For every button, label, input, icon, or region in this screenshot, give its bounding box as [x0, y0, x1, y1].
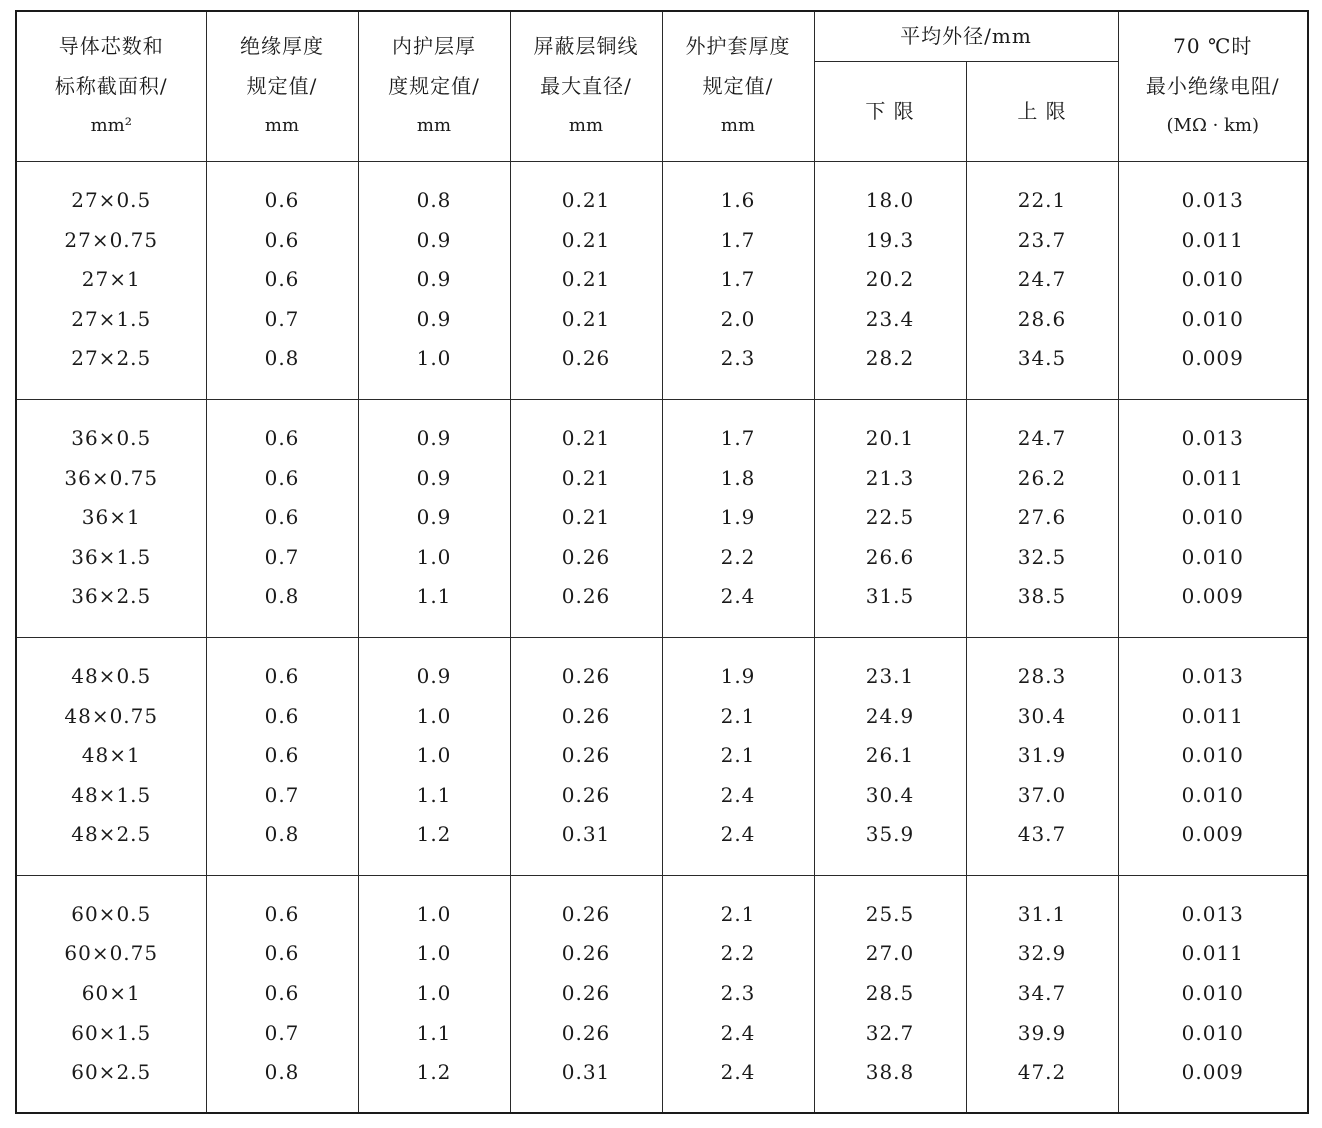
outer-sheath-thickness-value: 1.8 [720, 465, 756, 490]
insulation-thickness-value: 0.6 [264, 227, 300, 252]
inner-sheath-thickness-value: 1.0 [416, 743, 452, 768]
header-mean-outer-diameter: 平均外径/mm [814, 11, 1118, 61]
insulation-thickness-value: 0.6 [264, 901, 300, 926]
shield-wire-diameter-value: 0.31 [561, 822, 611, 847]
diameter-upper-limit-value: 34.5 [1017, 346, 1067, 371]
insulation-thickness-value: 0.6 [264, 743, 300, 768]
outer-sheath-thickness-value: 1.7 [720, 227, 756, 252]
outer-sheath-thickness-value: 2.4 [720, 1020, 756, 1045]
conductor-size-value: 36×0.5 [71, 426, 152, 451]
outer-sheath-thickness-value: 2.2 [720, 941, 756, 966]
diameter-upper-limit-value: 39.9 [1017, 1020, 1067, 1045]
cell-outer-sheath-thickness [662, 399, 814, 637]
insulation-thickness-value: 0.8 [264, 822, 300, 847]
conductor-size-value: 27×2.5 [71, 346, 152, 371]
cell-insulation-resistance [1118, 399, 1308, 637]
diameter-lower-limit-value: 27.0 [865, 941, 915, 966]
conductor-size-value: 60×0.5 [71, 901, 152, 926]
diameter-upper-limit-value: 28.6 [1017, 306, 1067, 331]
insulation-resistance-value: 0.010 [1181, 1020, 1244, 1045]
cell-conductor-size [16, 161, 206, 399]
inner-sheath-thickness-value: 0.8 [416, 188, 452, 213]
diameter-upper-limit-value: 30.4 [1017, 703, 1067, 728]
header-min-insulation-resistance: 70 ℃时 最小绝缘电阻/ (MΩ · km) [1118, 11, 1308, 161]
diameter-lower-limit-value: 20.2 [865, 267, 915, 292]
outer-sheath-thickness-value: 1.9 [720, 505, 756, 530]
insulation-thickness-value: 0.7 [264, 306, 300, 331]
inner-sheath-thickness-value: 1.0 [416, 544, 452, 569]
insulation-resistance-value: 0.011 [1181, 227, 1244, 252]
shield-wire-diameter-value: 0.26 [561, 941, 611, 966]
insulation-thickness-value: 0.6 [264, 664, 300, 689]
cell-shield-wire-diameter [510, 637, 662, 875]
insulation-thickness-value: 0.7 [264, 782, 300, 807]
diameter-upper-limit-value: 22.1 [1017, 188, 1067, 213]
inner-sheath-thickness-value: 0.9 [416, 664, 452, 689]
shield-wire-diameter-value: 0.21 [561, 267, 611, 292]
insulation-thickness-value: 0.6 [264, 980, 300, 1005]
cell-inner-sheath-thickness [358, 637, 510, 875]
conductor-size-value: 60×1 [81, 980, 141, 1005]
diameter-lower-limit-value: 19.3 [865, 227, 915, 252]
diameter-upper-limit-value: 23.7 [1017, 227, 1067, 252]
diameter-lower-limit-value: 23.1 [865, 664, 915, 689]
table-row-group [16, 161, 1308, 399]
cell-inner-sheath-thickness [358, 161, 510, 399]
cell-insulation-resistance [1118, 161, 1308, 399]
cell-diameter-lower-limit [814, 399, 966, 637]
diameter-lower-limit-value: 31.5 [865, 584, 915, 609]
cell-shield-wire-diameter [510, 161, 662, 399]
insulation-resistance-value: 0.011 [1181, 465, 1244, 490]
diameter-lower-limit-value: 21.3 [865, 465, 915, 490]
conductor-size-value: 48×1.5 [71, 782, 152, 807]
table-row-group [16, 875, 1308, 1113]
outer-sheath-thickness-value: 2.2 [720, 544, 756, 569]
conductor-size-value: 36×1 [81, 505, 141, 530]
outer-sheath-thickness-value: 1.9 [720, 664, 756, 689]
cable-spec-table [15, 10, 1309, 1114]
diameter-lower-limit-value: 28.2 [865, 346, 915, 371]
insulation-resistance-value: 0.010 [1181, 743, 1244, 768]
diameter-upper-limit-value: 26.2 [1017, 465, 1067, 490]
cell-insulation-resistance [1118, 637, 1308, 875]
cell-insulation-thickness [206, 399, 358, 637]
shield-wire-diameter-value: 0.21 [561, 306, 611, 331]
insulation-thickness-value: 0.6 [264, 703, 300, 728]
diameter-upper-limit-value: 31.1 [1017, 901, 1067, 926]
cell-conductor-size [16, 399, 206, 637]
inner-sheath-thickness-value: 1.2 [416, 822, 452, 847]
outer-sheath-thickness-value: 2.4 [720, 1060, 756, 1085]
diameter-upper-limit-value: 32.5 [1017, 544, 1067, 569]
conductor-size-value: 60×2.5 [71, 1060, 152, 1085]
shield-wire-diameter-value: 0.26 [561, 703, 611, 728]
diameter-lower-limit-value: 38.8 [865, 1060, 915, 1085]
cell-diameter-lower-limit [814, 875, 966, 1113]
shield-wire-diameter-value: 0.21 [561, 188, 611, 213]
shield-wire-diameter-value: 0.26 [561, 584, 611, 609]
cell-shield-wire-diameter [510, 399, 662, 637]
inner-sheath-thickness-value: 1.0 [416, 901, 452, 926]
insulation-resistance-value: 0.013 [1181, 188, 1244, 213]
diameter-lower-limit-value: 18.0 [865, 188, 915, 213]
header-conductor-size: 导体芯数和 标称截面积/ mm² [16, 11, 206, 161]
diameter-lower-limit-value: 32.7 [865, 1020, 915, 1045]
conductor-size-value: 27×0.5 [71, 188, 152, 213]
diameter-lower-limit-value: 25.5 [865, 901, 915, 926]
inner-sheath-thickness-value: 0.9 [416, 465, 452, 490]
inner-sheath-thickness-value: 1.1 [416, 584, 452, 609]
inner-sheath-thickness-value: 1.0 [416, 941, 452, 966]
diameter-upper-limit-value: 43.7 [1017, 822, 1067, 847]
table-row-group [16, 399, 1308, 637]
diameter-lower-limit-value: 30.4 [865, 782, 915, 807]
cell-outer-sheath-thickness [662, 875, 814, 1113]
outer-sheath-thickness-value: 2.1 [720, 901, 756, 926]
cell-diameter-upper-limit [966, 161, 1118, 399]
table-body [16, 161, 1308, 1113]
inner-sheath-thickness-value: 1.0 [416, 980, 452, 1005]
conductor-size-value: 48×1 [81, 743, 141, 768]
insulation-resistance-value: 0.013 [1181, 901, 1244, 926]
outer-sheath-thickness-value: 1.6 [720, 188, 756, 213]
insulation-resistance-value: 0.010 [1181, 544, 1244, 569]
insulation-resistance-value: 0.009 [1181, 584, 1244, 609]
header-upper-limit: 上 限 [966, 61, 1118, 161]
diameter-upper-limit-value: 47.2 [1017, 1060, 1067, 1085]
shield-wire-diameter-value: 0.26 [561, 1020, 611, 1045]
outer-sheath-thickness-value: 2.1 [720, 703, 756, 728]
cell-insulation-thickness [206, 637, 358, 875]
shield-wire-diameter-value: 0.21 [561, 465, 611, 490]
insulation-thickness-value: 0.7 [264, 544, 300, 569]
diameter-upper-limit-value: 24.7 [1017, 267, 1067, 292]
conductor-size-value: 48×2.5 [71, 822, 152, 847]
cell-outer-sheath-thickness [662, 161, 814, 399]
diameter-upper-limit-value: 28.3 [1017, 664, 1067, 689]
cell-inner-sheath-thickness [358, 875, 510, 1113]
diameter-lower-limit-value: 28.5 [865, 980, 915, 1005]
shield-wire-diameter-value: 0.26 [561, 743, 611, 768]
shield-wire-diameter-value: 0.21 [561, 505, 611, 530]
insulation-resistance-value: 0.010 [1181, 505, 1244, 530]
insulation-resistance-value: 0.011 [1181, 941, 1244, 966]
insulation-resistance-value: 0.013 [1181, 664, 1244, 689]
diameter-upper-limit-value: 34.7 [1017, 980, 1067, 1005]
insulation-thickness-value: 0.6 [264, 188, 300, 213]
outer-sheath-thickness-value: 2.1 [720, 743, 756, 768]
inner-sheath-thickness-value: 1.0 [416, 346, 452, 371]
outer-sheath-thickness-value: 1.7 [720, 267, 756, 292]
conductor-size-value: 48×0.75 [64, 703, 159, 728]
cell-diameter-upper-limit [966, 875, 1118, 1113]
cell-shield-wire-diameter [510, 875, 662, 1113]
shield-wire-diameter-value: 0.26 [561, 664, 611, 689]
insulation-resistance-value: 0.010 [1181, 782, 1244, 807]
cell-diameter-upper-limit [966, 637, 1118, 875]
insulation-thickness-value: 0.6 [264, 267, 300, 292]
inner-sheath-thickness-value: 1.2 [416, 1060, 452, 1085]
header-inner-sheath-thickness: 内护层厚 度规定值/ mm [358, 11, 510, 161]
shield-wire-diameter-value: 0.26 [561, 980, 611, 1005]
diameter-upper-limit-value: 27.6 [1017, 505, 1067, 530]
diameter-lower-limit-value: 20.1 [865, 426, 915, 451]
conductor-size-value: 60×0.75 [64, 941, 159, 966]
insulation-resistance-value: 0.009 [1181, 1060, 1244, 1085]
insulation-resistance-value: 0.013 [1181, 426, 1244, 451]
conductor-size-value: 36×2.5 [71, 584, 152, 609]
cell-diameter-upper-limit [966, 399, 1118, 637]
header-outer-sheath-thickness: 外护套厚度 规定值/ mm [662, 11, 814, 161]
cell-diameter-lower-limit [814, 637, 966, 875]
diameter-lower-limit-value: 26.1 [865, 743, 915, 768]
header-lower-limit: 下 限 [814, 61, 966, 161]
diameter-lower-limit-value: 23.4 [865, 306, 915, 331]
header-insulation-thickness: 绝缘厚度 规定值/ mm [206, 11, 358, 161]
inner-sheath-thickness-value: 0.9 [416, 426, 452, 451]
diameter-lower-limit-value: 24.9 [865, 703, 915, 728]
inner-sheath-thickness-value: 0.9 [416, 306, 452, 331]
diameter-lower-limit-value: 26.6 [865, 544, 915, 569]
inner-sheath-thickness-value: 0.9 [416, 227, 452, 252]
outer-sheath-thickness-value: 2.3 [720, 346, 756, 371]
conductor-size-value: 27×1 [81, 267, 141, 292]
cell-conductor-size [16, 875, 206, 1113]
insulation-thickness-value: 0.6 [264, 465, 300, 490]
inner-sheath-thickness-value: 1.1 [416, 1020, 452, 1045]
insulation-resistance-value: 0.009 [1181, 822, 1244, 847]
cell-conductor-size [16, 637, 206, 875]
table-row-group [16, 637, 1308, 875]
diameter-lower-limit-value: 22.5 [865, 505, 915, 530]
shield-wire-diameter-value: 0.21 [561, 227, 611, 252]
insulation-thickness-value: 0.6 [264, 505, 300, 530]
insulation-resistance-value: 0.010 [1181, 306, 1244, 331]
conductor-size-value: 48×0.5 [71, 664, 152, 689]
shield-wire-diameter-value: 0.26 [561, 346, 611, 371]
outer-sheath-thickness-value: 2.3 [720, 980, 756, 1005]
cell-outer-sheath-thickness [662, 637, 814, 875]
inner-sheath-thickness-value: 0.9 [416, 505, 452, 530]
shield-wire-diameter-value: 0.26 [561, 901, 611, 926]
diameter-lower-limit-value: 35.9 [865, 822, 915, 847]
diameter-upper-limit-value: 31.9 [1017, 743, 1067, 768]
insulation-thickness-value: 0.7 [264, 1020, 300, 1045]
insulation-thickness-value: 0.6 [264, 426, 300, 451]
cell-insulation-resistance [1118, 875, 1308, 1113]
cell-diameter-lower-limit [814, 161, 966, 399]
cell-insulation-thickness [206, 161, 358, 399]
shield-wire-diameter-value: 0.26 [561, 782, 611, 807]
insulation-thickness-value: 0.8 [264, 1060, 300, 1085]
insulation-thickness-value: 0.8 [264, 346, 300, 371]
diameter-upper-limit-value: 32.9 [1017, 941, 1067, 966]
inner-sheath-thickness-value: 0.9 [416, 267, 452, 292]
header-shield-wire-diameter: 屏蔽层铜线 最大直径/ mm [510, 11, 662, 161]
outer-sheath-thickness-value: 1.7 [720, 426, 756, 451]
cell-insulation-thickness [206, 875, 358, 1113]
insulation-resistance-value: 0.010 [1181, 980, 1244, 1005]
outer-sheath-thickness-value: 2.4 [720, 822, 756, 847]
insulation-resistance-value: 0.010 [1181, 267, 1244, 292]
inner-sheath-thickness-value: 1.1 [416, 782, 452, 807]
inner-sheath-thickness-value: 1.0 [416, 703, 452, 728]
outer-sheath-thickness-value: 2.0 [720, 306, 756, 331]
diameter-upper-limit-value: 24.7 [1017, 426, 1067, 451]
conductor-size-value: 36×0.75 [64, 465, 159, 490]
cell-inner-sheath-thickness [358, 399, 510, 637]
outer-sheath-thickness-value: 2.4 [720, 584, 756, 609]
insulation-thickness-value: 0.8 [264, 584, 300, 609]
shield-wire-diameter-value: 0.21 [561, 426, 611, 451]
conductor-size-value: 60×1.5 [71, 1020, 152, 1045]
shield-wire-diameter-value: 0.26 [561, 544, 611, 569]
outer-sheath-thickness-value: 2.4 [720, 782, 756, 807]
conductor-size-value: 36×1.5 [71, 544, 152, 569]
conductor-size-value: 27×1.5 [71, 306, 152, 331]
shield-wire-diameter-value: 0.31 [561, 1060, 611, 1085]
diameter-upper-limit-value: 37.0 [1017, 782, 1067, 807]
insulation-thickness-value: 0.6 [264, 941, 300, 966]
insulation-resistance-value: 0.009 [1181, 346, 1244, 371]
insulation-resistance-value: 0.011 [1181, 703, 1244, 728]
diameter-upper-limit-value: 38.5 [1017, 584, 1067, 609]
conductor-size-value: 27×0.75 [64, 227, 159, 252]
